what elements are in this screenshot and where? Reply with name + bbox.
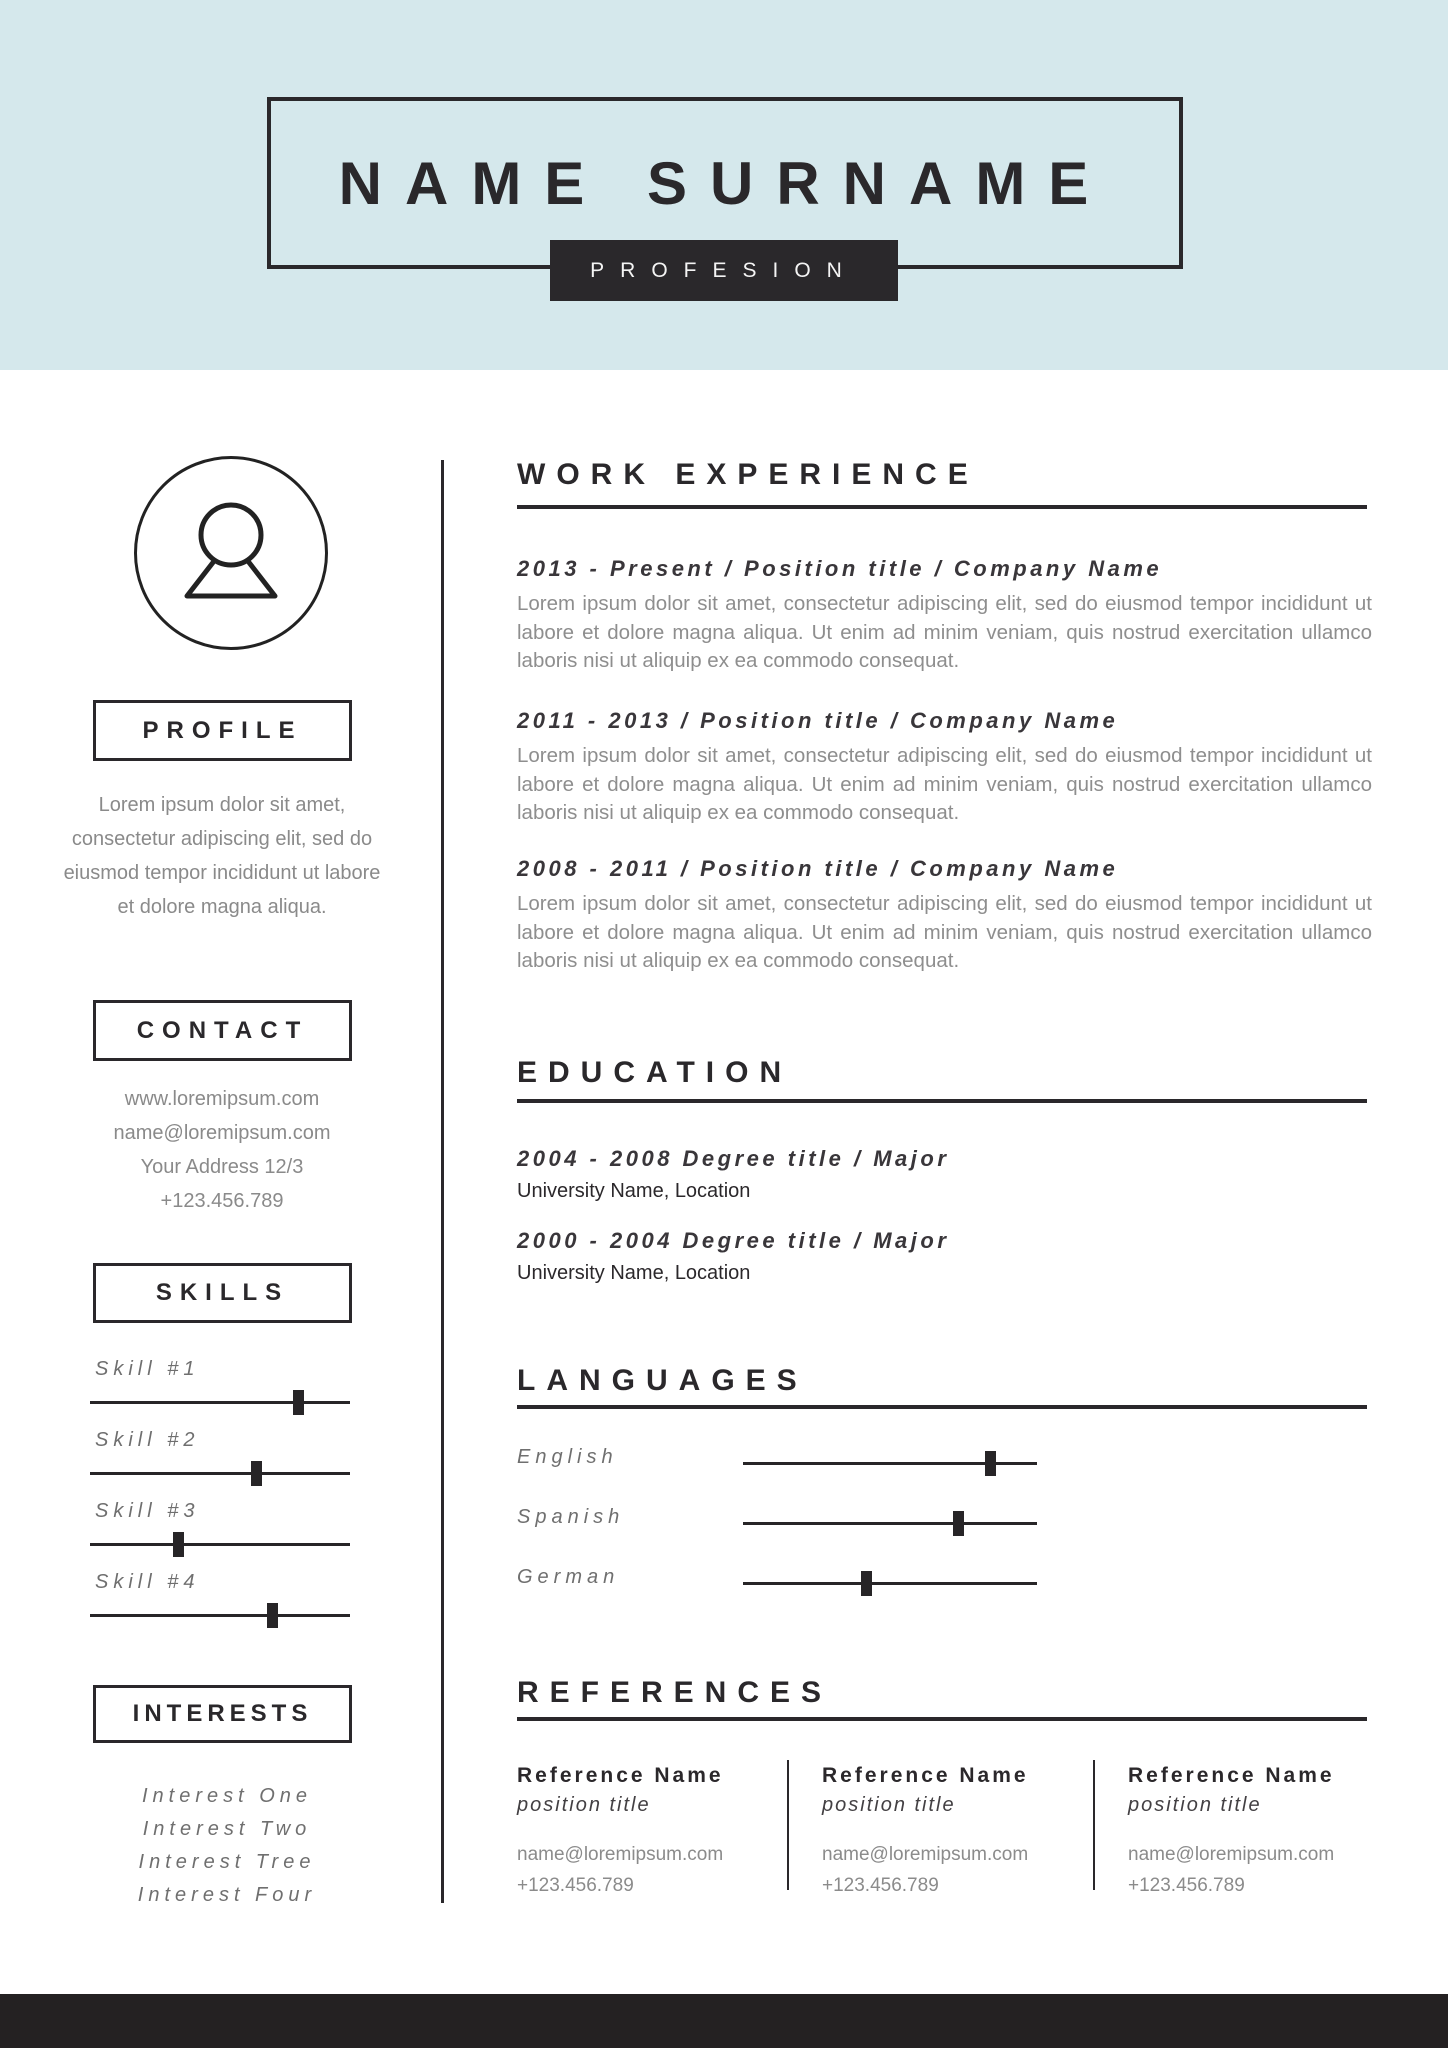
reference-position: position title [1128, 1794, 1262, 1816]
profile-heading-box [93, 700, 352, 761]
reference-name: Reference Name [822, 1764, 1029, 1787]
reference-phone: +123.456.789 [1128, 1875, 1245, 1896]
skill-slider[interactable] [90, 1460, 350, 1488]
reference-card [822, 1764, 1092, 1897]
slider-track [90, 1614, 350, 1617]
slider-track [90, 1401, 350, 1404]
profession-badge [550, 240, 898, 301]
job-title: 2013 - Present / Position title / Company Name [517, 556, 1163, 581]
contact-heading-box [93, 1000, 352, 1061]
reference-name: Reference Name [1128, 1764, 1335, 1787]
interests-heading: INTERESTS [132, 1700, 313, 1727]
section-rule [517, 1717, 1367, 1721]
reference-email: name@loremipsum.com [517, 1844, 724, 1865]
reference-email: name@loremipsum.com [822, 1844, 1029, 1865]
education-heading: EDUCATION [517, 1056, 793, 1089]
interest-item: Interest Four [137, 1884, 317, 1906]
slider-handle[interactable] [861, 1571, 872, 1596]
profession-label: PROFESION [590, 258, 858, 282]
contact-address: Your Address 12/3 [140, 1156, 304, 1178]
reference-email: name@loremipsum.com [1128, 1844, 1335, 1865]
reference-separator [787, 1760, 789, 1890]
footer-bar [0, 1994, 1448, 2048]
slider-handle[interactable] [985, 1451, 996, 1476]
slider-handle[interactable] [267, 1603, 278, 1628]
interest-item: Interest Two [142, 1818, 312, 1840]
avatar [134, 456, 328, 650]
job-description: Lorem ipsum dolor sit amet, consectetur adipiscing elit, sed do eiusmod tempor incididunt ut labore et dolore magna aliqua. Ut enim ad minim veniam, quis nostrud exercitation ullamco laboris nisi ut aliquip ex ea commodo consequat. [517, 592, 1372, 672]
job-title: 2008 - 2011 / Position title / Company Name [517, 856, 1119, 881]
contact-phone: +123.456.789 [160, 1190, 284, 1212]
profile-heading: PROFILE [142, 716, 303, 744]
education-title: 2004 - 2008 Degree title / Major [517, 1146, 950, 1171]
work-experience-heading: WORK EXPERIENCE [517, 458, 979, 491]
references-heading: REFERENCES [517, 1676, 833, 1709]
section-rule [517, 1405, 1367, 1409]
language-slider[interactable] [743, 1570, 1037, 1598]
reference-card [517, 1764, 787, 1897]
section-rule [517, 505, 1367, 509]
interests-heading-box [93, 1685, 352, 1743]
education-school: University Name, Location [517, 1180, 751, 1202]
reference-card [1128, 1764, 1398, 1897]
skill-label: Skill #3 [95, 1500, 200, 1522]
contact-email: name@loremipsum.com [113, 1122, 331, 1144]
languages-heading: LANGUAGES [517, 1364, 808, 1397]
education-title: 2000 - 2004 Degree title / Major [517, 1228, 950, 1253]
slider-handle[interactable] [173, 1532, 184, 1557]
interest-item: Interest One [141, 1785, 313, 1807]
interests-list [62, 1780, 392, 1912]
slider-track [90, 1543, 350, 1546]
skills-heading: SKILLS [155, 1279, 290, 1306]
skill-label: Skill #1 [95, 1358, 200, 1380]
reference-name: Reference Name [517, 1764, 724, 1787]
slider-track [743, 1522, 1037, 1525]
slider-handle[interactable] [953, 1511, 964, 1536]
section-rule [517, 1099, 1367, 1103]
language-slider[interactable] [743, 1450, 1037, 1478]
skills-heading-box [93, 1263, 352, 1323]
skill-label: Skill #2 [95, 1429, 200, 1451]
skill-slider[interactable] [90, 1602, 350, 1630]
header-band [0, 0, 1448, 370]
job-description: Lorem ipsum dolor sit amet, consectetur adipiscing elit, sed do eiusmod tempor incididunt ut labore et dolore magna aliqua. Ut enim ad minim veniam, quis nostrud exercitation ullamco laboris nisi ut aliquip ex ea commodo consequat. [517, 744, 1372, 824]
slider-handle[interactable] [293, 1390, 304, 1415]
reference-phone: +123.456.789 [822, 1875, 939, 1896]
person-icon [137, 459, 325, 647]
language-label: Spanish [517, 1506, 625, 1528]
language-label: German [517, 1566, 620, 1588]
column-divider [441, 460, 444, 1903]
slider-track [90, 1472, 350, 1475]
contact-website: www.loremipsum.com [124, 1088, 320, 1110]
slider-handle[interactable] [251, 1461, 262, 1486]
language-label: English [517, 1446, 618, 1468]
skill-slider[interactable] [90, 1531, 350, 1559]
reference-position: position title [517, 1794, 651, 1816]
education-school: University Name, Location [517, 1262, 751, 1284]
skill-slider[interactable] [90, 1389, 350, 1417]
contact-heading: CONTACT [136, 1016, 309, 1044]
person-name: NAME SURNAME [338, 149, 1112, 217]
contact-lines [62, 1082, 382, 1218]
skill-label: Skill #4 [95, 1571, 200, 1593]
slider-track [743, 1582, 1037, 1585]
job-description: Lorem ipsum dolor sit amet, consectetur adipiscing elit, sed do eiusmod tempor incididunt ut labore et dolore magna aliqua. Ut enim ad minim veniam, quis nostrud exercitation ullamco laboris nisi ut aliquip ex ea commodo consequat. [517, 892, 1372, 972]
language-slider[interactable] [743, 1510, 1037, 1538]
reference-separator [1093, 1760, 1095, 1890]
reference-position: position title [822, 1794, 956, 1816]
reference-phone: +123.456.789 [517, 1875, 634, 1896]
interest-item: Interest Tree [138, 1851, 316, 1873]
job-title: 2011 - 2013 / Position title / Company Name [517, 708, 1119, 733]
profile-text: Lorem ipsum dolor sit amet, consectetur adipiscing elit, sed do eiusmod tempor incididunt ut labore et dolore magna aliqua. [63, 794, 381, 918]
